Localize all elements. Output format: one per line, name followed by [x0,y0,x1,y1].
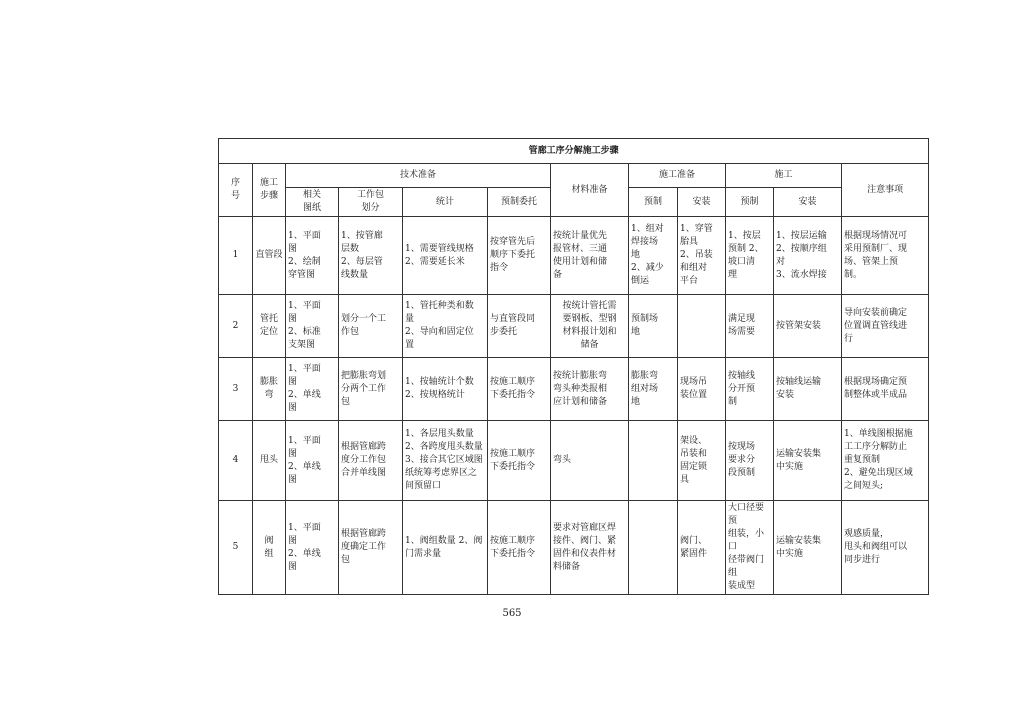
cell-work-pkg: 根据管廊跨 度确定工作 包 [339,501,403,595]
table-row [219,421,929,501]
cell-prep-install: 架设、 吊装和 固定锁 具 [678,421,726,501]
cell-material-prep: 按统计膨胀弯 弯头种类报相 应计划和储备 [551,358,629,421]
header-material-prep: 材料准备 [551,164,629,217]
cell-notes: 根据现场确定预 制整体或半成品 [842,358,929,421]
cell-prep-install: 1、穿管 胎具 2、吊装 和组对 平台 [678,217,726,295]
cell-drawings: 1、平面 图 2、单线 图 [286,358,339,421]
header-drawings: 相关 图纸 [286,188,339,217]
header-work-pkg: 工作包 划分 [339,188,403,217]
cell-prep-install: 现场吊 装位置 [678,358,726,421]
cell-con-prefab: 满足现 场需要 [726,295,774,358]
header-construction-prep: 施工准备 [629,164,726,188]
cell-notes: 观感质量， 甩头和阀组可以 同步进行 [842,501,929,595]
cell-material-prep: 按统计管托需 要钢板、型钢 材料报计划和 储备 [551,295,629,358]
cell-prefab-commission: 按施工顺序 下委托指令 [488,421,551,501]
cell-prep-prefab [629,501,678,595]
cell-con-prefab: 按轴线 分开预 制 [726,358,774,421]
cell-step: 阀 组 [253,501,286,595]
cell-prefab-commission: 按施工顺序 下委托指令 [488,501,551,595]
cell-drawings: 1、平面 图 2、标准 支架图 [286,295,339,358]
header-step: 施工 步骤 [253,164,286,217]
cell-step: 膨胀 弯 [253,358,286,421]
cell-drawings: 1、平面 图 2、单线 图 [286,421,339,501]
cell-material-prep: 弯头 [551,421,629,501]
cell-seq: 2 [219,295,253,358]
cell-prefab-commission: 与直管段同 步委托 [488,295,551,358]
cell-con-install: 运输安装集 中实施 [774,501,842,595]
header-construction: 施工 [726,164,842,188]
cell-con-install: 1、按层运输 2、按顺序组 对 3、流水焊接 [774,217,842,295]
cell-step: 甩头 [253,421,286,501]
cell-stats: 1、需要管线规格 2、需要延长米 [403,217,488,295]
cell-notes: 根据现场情况可 采用预制厂、现 场、管架上预 制。 [842,217,929,295]
cell-notes: 导向安装前确定 位置调直管线进 行 [842,295,929,358]
header-prep-install: 安装 [678,188,726,217]
page-number: 565 [502,608,522,619]
cell-seq: 5 [219,501,253,595]
cell-prep-prefab [629,421,678,501]
cell-seq: 3 [219,358,253,421]
cell-prefab-commission: 按穿管先后 顺序下委托 指令 [488,217,551,295]
cell-work-pkg: 划分一个工 作包 [339,295,403,358]
cell-prep-prefab: 膨胀弯 组对场 地 [629,358,678,421]
table-row [219,295,929,358]
cell-drawings: 1、平面 图 2、单线 图 [286,501,339,595]
cell-drawings: 1、平面 图 2、绘制 穿管图 [286,217,339,295]
cell-stats: 1、阀组数量 2、阀 门需求量 [403,501,488,595]
header-con-prefab: 预制 [726,188,774,217]
header-stats: 统计 [403,188,488,217]
cell-con-prefab: 1、按层 预制 2、 坡口清 理 [726,217,774,295]
cell-con-install: 运输安装集 中实施 [774,421,842,501]
cell-step: 管托 定位 [253,295,286,358]
cell-material-prep: 按统计量优先 报管材、三通 使用计划和储 备 [551,217,629,295]
cell-notes: 1、单线图根据施 工工序分解防止 重复预制 2、避免出现区域 之间短头; [842,421,929,501]
table-row [219,217,929,295]
cell-material-prep: 要求对管廊区焊 接件、阀门、紧 固件和仪表件材 料储备 [551,501,629,595]
header-con-install: 安装 [774,188,842,217]
cell-prefab-commission: 按施工顺序 下委托指令 [488,358,551,421]
cell-prep-prefab: 1、组对 焊接场 地 2、减少 倒运 [629,217,678,295]
cell-step: 直管段 [253,217,286,295]
table-title: 管廊工序分解施工步骤 [219,139,929,164]
table-row [219,501,929,595]
cell-con-install: 按轴线运输 安装 [774,358,842,421]
cell-stats: 1、管托种类和数 量 2、导向和固定位 置 [403,295,488,358]
cell-con-prefab: 按现场 要求分 段预制 [726,421,774,501]
cell-work-pkg: 1、按管廊 层数 2、每层管 线数量 [339,217,403,295]
cell-seq: 4 [219,421,253,501]
cell-stats: 1、各层甩头数量 2、各跨度甩头数量 3、接合其它区域图 纸统筹考虑界区之 间预留口 [403,421,488,501]
cell-work-pkg: 根据管廊跨 度分工作包 合并单线图 [339,421,403,501]
cell-prep-install: 阀门、 紧固件 [678,501,726,595]
header-seq: 序 号 [219,164,253,217]
cell-stats: 1、按轴统计个数 2、按规格统计 [403,358,488,421]
header-prep-prefab: 预制 [629,188,678,217]
cell-prep-install [678,295,726,358]
table-row [219,358,929,421]
cell-work-pkg: 把膨胀弯划 分两个工作 包 [339,358,403,421]
cell-con-install: 按管架安装 [774,295,842,358]
header-prefab-commission: 预制委托 [488,188,551,217]
cell-seq: 1 [219,217,253,295]
header-notes: 注意事项 [842,164,929,217]
cell-con-prefab: 大口径要预 组装，小口 径带阀门组 装成型 [726,501,774,595]
header-tech-prep: 技术准备 [286,164,551,188]
cell-prep-prefab: 预制场 地 [629,295,678,358]
construction-steps-table [218,138,929,595]
